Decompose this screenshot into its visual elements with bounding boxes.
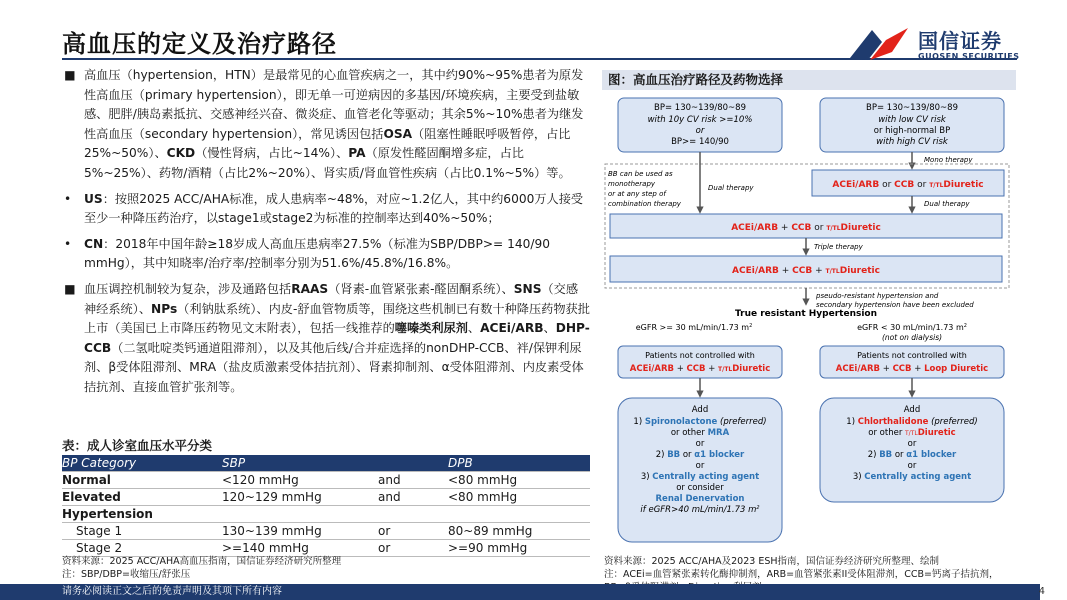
superscript: 2	[749, 323, 753, 329]
page-number: 4	[1038, 586, 1045, 597]
dual-therapy-label: Dual therapy	[924, 200, 970, 208]
text: or other	[868, 428, 906, 438]
table-cell: or	[378, 541, 391, 555]
table-header-cell	[378, 455, 448, 472]
square-bullet: ■	[64, 68, 76, 82]
drug-acei-arb: ACEi/ARB	[832, 180, 880, 190]
table-row	[62, 540, 590, 557]
logo-english-name: GUOSEN SECURITIES	[918, 52, 1020, 61]
bold-term: ACEi/ARB	[480, 321, 544, 336]
source-line: 资料来源：2025 ACC/AHA高血压指南，国信证券经济研究所整理	[62, 556, 342, 567]
table-cell: Stage 1	[76, 524, 123, 538]
entry-box-line: with low CV risk	[878, 115, 946, 125]
table-header-row	[62, 455, 590, 472]
drug-acei-arb: ACEi/ARB	[731, 223, 779, 233]
diuretic-prefix: T/TL	[718, 366, 733, 373]
drug-bb: BB	[667, 450, 681, 460]
drug-diuretic: Diuretic	[732, 364, 771, 374]
drug-diuretic: Diuretic	[839, 266, 880, 276]
drug-alpha1: α1 blocker	[694, 450, 745, 460]
table-cell: Elevated	[62, 490, 121, 504]
drug-ccb: CCB	[791, 223, 812, 233]
add-line	[868, 450, 957, 460]
drug-acei-arb: ACEi/ARB	[835, 364, 881, 374]
drug-ccb: CCB	[686, 364, 706, 374]
text-span: 、	[543, 321, 556, 336]
figure-title: 图：高血压治疗路径及药物选择	[602, 70, 1016, 90]
add-line	[868, 428, 955, 438]
connector: or	[811, 223, 827, 233]
add-line	[641, 472, 759, 482]
left-text-block	[62, 66, 590, 404]
triple-therapy-text	[732, 266, 880, 276]
add-label: Add	[903, 405, 921, 415]
add-line	[633, 417, 766, 427]
bold-term: SNS	[513, 281, 542, 296]
table-cell: or	[378, 524, 391, 538]
connector: +	[778, 223, 792, 233]
bb-note-line: monotherapy	[608, 180, 656, 188]
table-header-cell: DPB	[448, 455, 590, 472]
page-title: 高血压的定义及治疗路径	[62, 30, 337, 58]
text-span: （利钠肽系统）、内皮-舒血管物质等，围绕这些机制已有数十种降压药物获批上市（美国已上市降压药物见文末附表），包括一线推荐的	[84, 301, 590, 336]
table-title: 表：成人诊室血压水平分类	[62, 438, 213, 453]
dot-bullet: •	[64, 191, 72, 206]
superscript: 2	[756, 505, 760, 511]
dot-bullet: •	[64, 236, 72, 251]
disclaimer-text: 请务必阅读正文之后的免责声明及其项下所有内容	[62, 586, 282, 597]
table-row	[62, 506, 590, 523]
connector: or	[879, 180, 895, 190]
drug-diuretic: Diuretic	[943, 180, 984, 190]
connector: +	[778, 266, 793, 276]
patients-box-drugs	[836, 364, 988, 374]
add-line	[853, 472, 971, 482]
text-span: （原发性醛固酮增多症，占比5%~25%）、药物/酒精（占比2%~20%）、肾实质/肾血管性疾病（占比0.1%~5%）等。	[84, 146, 571, 180]
preferred: (preferred)	[928, 417, 978, 427]
connector: or	[892, 450, 907, 460]
drug-central: Centrally acting agent	[864, 472, 972, 482]
table-cell: Stage 2	[76, 541, 123, 555]
drug-ccb: CCB	[892, 364, 912, 374]
table-cell: <80 mmHg	[448, 490, 518, 504]
table-cell: 120~129 mmHg	[222, 490, 322, 504]
num: 2)	[867, 450, 880, 460]
num: 2)	[655, 450, 668, 460]
drug-loop-diuretic: Loop Diuretic	[924, 364, 989, 374]
num: 3)	[852, 472, 865, 482]
note-line: 注：SBP/DBP=收缩压/舒张压	[62, 569, 191, 580]
entry-box-line: or high-normal BP	[873, 126, 951, 136]
text-span: （阻塞性睡眠呼吸暂停，占比25%~50%）、	[84, 126, 571, 161]
table-cell: >=140 mmHg	[222, 541, 309, 555]
egfr-text: if eGFR>40 mL/min/1.73 m	[640, 505, 757, 515]
num: 3)	[640, 472, 653, 482]
drug-spironolactone: Spironolactone	[644, 417, 718, 427]
add-line	[656, 450, 745, 460]
add-line	[846, 417, 977, 427]
source-line: 资料来源：2025 ACC/AHA及2023 ESH指南，国信证券经济研究所整理、绘制	[604, 556, 940, 567]
text-span: 、	[467, 321, 481, 336]
superscript: 2	[963, 323, 967, 329]
text-span: 高血压（hypertension，HTN）是最常见的心血管疾病之一，其中约90%~95%患者为原发性高血压（primary hypertension），即无单一可逆病因的多基因/环境疾病，主要受到盐敏感、肥胖/胰岛素抵抗、交感神经兴奋、微炎症、血管老化等驱动；其余5%~10%患者为继发性高血压（secondary hypertension），常见诱因包括	[84, 68, 584, 141]
entry-box-line: BP= 130~139/80~89	[866, 103, 958, 113]
drug-alpha1: α1 blocker	[906, 450, 957, 460]
guosen-logo-icon	[848, 22, 910, 62]
mono-therapy-text	[832, 180, 983, 190]
table-cell: 80~89 mmHg	[448, 524, 533, 538]
dual-therapy-label: Dual therapy	[708, 184, 754, 192]
add-line: or consider	[676, 483, 724, 493]
text: or other	[670, 428, 708, 438]
add-line	[671, 428, 730, 438]
egfr-right-label	[857, 323, 967, 332]
table-cell: >=90 mmHg	[448, 541, 528, 555]
drug-bb: BB	[879, 450, 893, 460]
entry-box-line: BP= 130~139/80~89	[654, 103, 746, 113]
bold-term: 噻嗪类利尿剂	[394, 321, 468, 336]
bp-category-table	[62, 455, 590, 557]
paragraph-hypertension-definition	[62, 66, 590, 184]
drug-chlorthalidone: Chlorthalidone	[857, 417, 929, 427]
table-cell: 130~139 mmHg	[222, 524, 322, 538]
true-resistant-heading: True resistant Hypertension	[734, 309, 878, 319]
connector: +	[812, 266, 826, 276]
connector: or	[914, 180, 930, 190]
table-row	[62, 489, 590, 506]
or-line: or	[907, 439, 917, 449]
preferred: (preferred)	[717, 417, 767, 427]
patients-box-drugs	[630, 364, 770, 374]
table-cell: <120 mmHg	[222, 473, 299, 487]
bb-note-line: combination therapy	[608, 200, 681, 208]
bb-note-line: BB can be used as	[608, 170, 673, 178]
bold-term: CKD	[166, 146, 196, 161]
egfr-left-label	[636, 323, 753, 332]
drug-diuretic: Diuretic	[840, 223, 881, 233]
connector: +	[674, 364, 687, 374]
text-span: ：2018年中国年龄≥18岁成人高血压患病率27.5%（标准为SBP/DBP>= 140/90 mmHg），其中知晓率/治疗率/控制率分别为51.6%/45.8%/16.8%。	[84, 236, 550, 271]
diuretic-prefix: T/TL	[825, 268, 840, 275]
text-span: （肾素-血管紧张素-醛固酮系统）、	[328, 281, 514, 296]
num: 1)	[846, 417, 858, 427]
patients-box-line: Patients not controlled with	[857, 351, 967, 360]
add-label: Add	[691, 405, 709, 415]
triple-therapy-label: Triple therapy	[814, 243, 863, 251]
table-cell: and	[378, 473, 401, 487]
bold-term: DHP-CCB	[84, 321, 590, 355]
text-span: ：按照2025 ACC/AHA标准，成人患病率~48%，对应~1.2亿人，其中约6000万人接受至少一种降压药治疗，以stage1或stage2为标准的控制率达到40%~50%；	[84, 191, 584, 226]
connector: +	[911, 364, 925, 374]
drug-ccb: CCB	[894, 180, 915, 190]
diuretic-prefix: T/TL	[905, 430, 918, 437]
table-cell: <80 mmHg	[448, 473, 518, 487]
drug-acei-arb: ACEi/ARB	[629, 364, 675, 374]
table-cell: Normal	[62, 473, 111, 487]
num: 1)	[633, 417, 645, 427]
drug-diuretic: Diuretic	[917, 428, 956, 438]
bold-term: PA	[348, 146, 366, 161]
patients-box-line: Patients not controlled with	[645, 351, 755, 360]
table-cell: Hypertension	[62, 507, 153, 521]
bold-term: CN	[84, 236, 104, 251]
table-header-cell: BP Category	[62, 455, 222, 472]
drug-central: Centrally acting agent	[652, 472, 760, 482]
entry-box-line: BP>= 140/90	[671, 137, 729, 147]
entry-box-line: with 10y CV risk >=10%	[647, 115, 753, 125]
egfr-condition	[640, 505, 759, 515]
entry-box-line: or	[695, 126, 705, 136]
footer-bar	[0, 584, 1067, 600]
dialysis-note: (not on dialysis)	[881, 333, 943, 342]
table-cell: and	[378, 490, 401, 504]
pseudo-note-line: secondary hypertension have been excluded	[816, 301, 974, 309]
table-row	[62, 523, 590, 540]
egfr-right-text: eGFR < 30 mL/min/1.73 m	[857, 323, 964, 332]
bold-term: NPs	[151, 301, 178, 316]
connector: +	[705, 364, 719, 374]
bold-term: US	[84, 191, 103, 206]
entry-box-line: with high CV risk	[876, 137, 948, 147]
paragraph-mechanisms	[62, 280, 590, 398]
table-cell	[448, 506, 590, 523]
egfr-left-text: eGFR >= 30 mL/min/1.73 m	[635, 323, 750, 332]
table-header-cell: SBP	[222, 455, 378, 472]
note-line: 注：ACEi=血管紧张素转化酶抑制剂，ARB=血管紧张素II受体阻滞剂，CCB=钙离子拮抗剂，	[604, 569, 999, 580]
bold-term: RAAS	[291, 281, 329, 296]
text-span: 血压调控机制较为复杂，涉及通路包括	[84, 281, 292, 296]
connector: or	[680, 450, 695, 460]
table-cell	[378, 506, 448, 523]
table-source	[62, 555, 341, 581]
connector: +	[880, 364, 893, 374]
renal-denervation: Renal Denervation	[655, 494, 745, 504]
text-span: （交感神经系统）、	[84, 281, 579, 316]
paragraph-cn-prevalence	[62, 235, 590, 274]
or-line: or	[695, 439, 705, 449]
text-span: （二氢吡啶类钙通道阻滞剂），以及其他后线/合并症选择的nonDHP-CCB、袢/保钾利尿剂、β受体阻滞剂、MRA（盐皮质激素受体拮抗剂）、肾素抑制剂、α受体阻滞剂、内皮素受体拮抗剂、直接血管扩张剂等。	[84, 340, 584, 394]
bb-note-line: or at any step of	[608, 190, 666, 198]
table-row	[62, 472, 590, 489]
logo-chinese-name: 国信证券	[918, 29, 1002, 53]
diuretic-prefix: T/TL	[929, 182, 944, 189]
drug-ccb: CCB	[792, 266, 813, 276]
pseudo-note-line: pseudo-resistant hypertension and	[816, 292, 939, 300]
table-cell	[222, 506, 378, 523]
drug-mra: MRA	[707, 428, 730, 438]
text-span: （慢性肾病，占比~14%）、	[195, 146, 349, 161]
dual-therapy-text	[731, 223, 881, 233]
or-line: or	[695, 461, 705, 471]
treatment-pathway-diagram	[602, 92, 1014, 544]
square-bullet: ■	[64, 281, 76, 296]
paragraph-us-prevalence	[62, 190, 590, 229]
bold-term: OSA	[383, 126, 413, 141]
diuretic-prefix: T/TL	[826, 225, 841, 232]
drug-acei-arb: ACEi/ARB	[732, 266, 779, 276]
mono-therapy-label: Mono therapy	[924, 156, 973, 164]
or-line: or	[907, 461, 917, 471]
